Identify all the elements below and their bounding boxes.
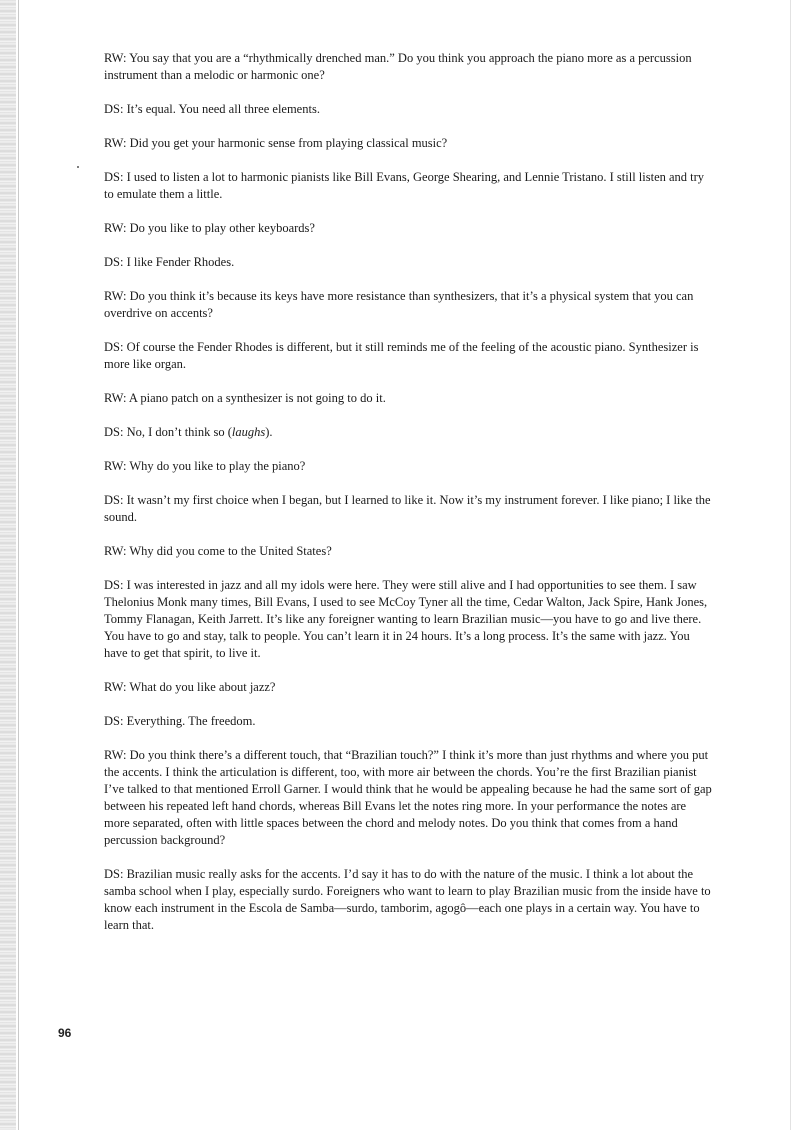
page-number: 96: [58, 1026, 72, 1040]
paragraph-text: Why did you come to the United States?: [129, 544, 332, 558]
speaker-label: DS: [104, 578, 120, 592]
interview-paragraph: DS: Of course the Fender Rhodes is different, but it still reminds me of the feeling of the acoustic piano. Synthesizer is more like organ.: [104, 340, 699, 371]
paragraph-text: Do you think it’s because its keys have more resistance than synthesizers, that it’s a physical system that you can overdrive on accents?: [104, 289, 694, 320]
interview-paragraph: RW: What do you like about jazz?: [104, 680, 276, 694]
paragraph-text: What do you like about jazz?: [129, 680, 276, 694]
paragraph-text: It wasn’t my first choice when I began, but I learned to like it. Now it’s my instrument forever. I like piano; I like the sound.: [104, 493, 711, 524]
paragraph-text: You say that you are a “rhythmically drenched man.” Do you think you approach the piano more as a percussion instrument than a melodic or harmonic one?: [104, 51, 692, 82]
interview-paragraph: RW: Did you get your harmonic sense from playing classical music?: [104, 136, 448, 150]
paragraph-text: A piano patch on a synthesizer is not going to do it.: [128, 391, 386, 405]
interview-paragraph: DS: I like Fender Rhodes.: [104, 255, 235, 269]
scan-binding-edge: [0, 0, 16, 1130]
interview-paragraph: DS: I was interested in jazz and all my idols were here. They were still alive and I had opportunities to see them. I saw Thelonius Monk many times, Bill Evans, I used to see McCoy Tyner all the time, Cedar Walton, Jack Spire, Hank Jones, Tommy Flanagan, Keith Jarrett. It’s like any foreigner wanting to learn Brazilian music—you have to go and live there. You have to go and stay, talk to people. You can’t learn it in 24 hours. It’s a long process. It’s the same with jazz. You have to get that spirit, to live it.: [104, 578, 708, 660]
speaker-label: DS: [104, 255, 120, 269]
speaker-label: RW: [104, 544, 123, 558]
stray-ink-mark: [77, 166, 79, 168]
paragraph-text: I like Fender Rhodes.: [126, 255, 235, 269]
paragraph-text: Everything. The freedom.: [126, 714, 256, 728]
speaker-label: RW: [104, 391, 123, 405]
interview-paragraph: RW: You say that you are a “rhythmically drenched man.” Do you think you approach the piano more as a percussion instrument than a melodic or harmonic one?: [104, 51, 692, 82]
speaker-label: DS: [104, 102, 120, 116]
interview-paragraph: DS: It wasn’t my first choice when I began, but I learned to like it. Now it’s my instrument forever. I like piano; I like the sound.: [104, 493, 711, 524]
speaker-label: RW: [104, 221, 123, 235]
scan-right-edge-line: [790, 0, 791, 1130]
interview-paragraph: RW: Why did you come to the United States?: [104, 544, 332, 558]
paragraph-text: Brazilian music really asks for the accents. I’d say it has to do with the nature of the music. I think a lot about the samba school when I play, especially surdo. Foreigners who want to learn to play Brazilian music from the inside have to know each instrument in the Escola de Samba—surdo, tamborim, agogô—each one plays in a certain way. You have to learn that.: [104, 867, 711, 932]
paragraph-text: Why do you like to play the piano?: [129, 459, 306, 473]
speaker-label: DS: [104, 425, 120, 439]
interview-paragraph: RW: A piano patch on a synthesizer is not going to do it.: [104, 391, 386, 405]
scan-edge-line: [18, 0, 19, 1130]
interview-paragraph: RW: Why do you like to play the piano?: [104, 459, 306, 473]
paragraph-text: It’s equal. You need all three elements.: [126, 102, 320, 116]
paragraph-text: I used to listen a lot to harmonic pianists like Bill Evans, George Shearing, and Lennie Tristano. I still listen and try to emulate them a little.: [104, 170, 705, 201]
paragraph-text: Of course the Fender Rhodes is different, but it still reminds me of the feeling of the acoustic piano. Synthesizer is more like organ.: [104, 340, 699, 371]
paragraph-text: Do you think there’s a different touch, that “Brazilian touch?” I think it’s more than just rhythms and where you put the accents. I think the articulation is different, too, with more air between the chords. You’re the first Brazilian pianist I’ve talked to that mentioned Erroll Garner. I would think that he would be appealing because he had the same sort of gap between his repeated left hand chords, whereas Bill Evans let the notes ring more. In your performance the notes are more separated, often with little spaces between the chord and melody notes. Do you think that comes from a hand percussion background?: [104, 748, 712, 847]
speaker-label: DS: [104, 340, 120, 354]
speaker-label: DS: [104, 170, 120, 184]
interview-paragraph: DS: I used to listen a lot to harmonic pianists like Bill Evans, George Shearing, and Lennie Tristano. I still listen and try to emulate them a little.: [104, 170, 705, 201]
paragraph-text: Did you get your harmonic sense from playing classical music?: [129, 136, 448, 150]
speaker-label: RW: [104, 136, 123, 150]
paragraph-text: Do you like to play other keyboards?: [129, 221, 315, 235]
interview-paragraph: DS: Brazilian music really asks for the accents. I’d say it has to do with the nature of the music. I think a lot about the samba school when I play, especially surdo. Foreigners who want to learn to play Brazilian music from the inside have to know each instrument in the Escola de Samba—surdo, tamborim, agogô—each one plays in a certain way. You have to learn that.: [104, 867, 711, 932]
speaker-label: RW: [104, 748, 123, 762]
speaker-label: RW: [104, 51, 123, 65]
interview-paragraph: RW: Do you think there’s a different touch, that “Brazilian touch?” I think it’s more than just rhythms and where you put the accents. I think the articulation is different, too, with more air between the chords. You’re the first Brazilian pianist I’ve talked to that mentioned Erroll Garner. I would think that he would be appealing because he had the same sort of gap between his repeated left hand chords, whereas Bill Evans let the notes ring more. In your performance the notes are more separated, often with little spaces between the chord and melody notes. Do you think that comes from a hand percussion background?: [104, 748, 712, 847]
speaker-label: RW: [104, 459, 123, 473]
interview-paragraph: DS: It’s equal. You need all three elements.: [104, 102, 320, 116]
interview-paragraph: RW: Do you think it’s because its keys have more resistance than synthesizers, that it’s a physical system that you can overdrive on accents?: [104, 289, 694, 320]
stage-direction: laughs: [231, 425, 266, 439]
interview-text: [104, 50, 712, 934]
speaker-label: DS: [104, 714, 120, 728]
speaker-label: DS: [104, 493, 120, 507]
interview-paragraph: RW: Do you like to play other keyboards?: [104, 221, 315, 235]
paragraph-text: I was interested in jazz and all my idols were here. They were still alive and I had opportunities to see them. I saw Thelonius Monk many times, Bill Evans, I used to see McCoy Tyner all the time, Cedar Walton, Jack Spire, Hank Jones, Tommy Flanagan, Keith Jarrett. It’s like any foreigner wanting to learn Brazilian music—you have to go and live there. You have to go and stay, talk to people. You can’t learn it in 24 hours. It’s a long process. It’s the same with jazz. You have to get that spirit, to live it.: [104, 578, 708, 660]
interview-paragraph: DS: No, I don’t think so (laughs).: [104, 425, 273, 439]
speaker-label: RW: [104, 680, 123, 694]
speaker-label: DS: [104, 867, 120, 881]
paragraph-text: No, I don’t think so (laughs).: [126, 425, 273, 439]
interview-paragraph: DS: Everything. The freedom.: [104, 714, 256, 728]
speaker-label: RW: [104, 289, 123, 303]
